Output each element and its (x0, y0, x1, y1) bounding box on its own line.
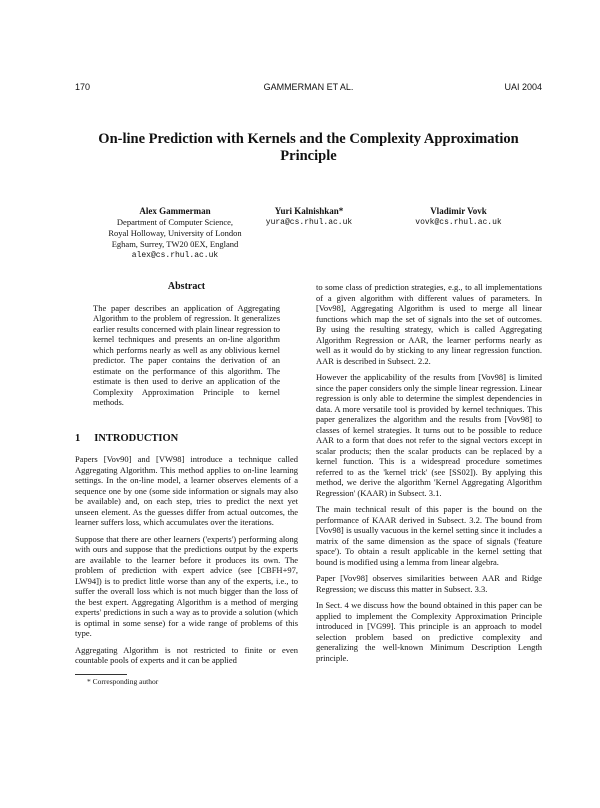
footnote: * Corresponding author (87, 676, 159, 686)
paragraph: The main technical result of this paper is the bound on the performance of KAAR derived in Subsect. 3.2. The bound from [Vov98] is usually vacuous in the kernel setting since it includes a matrix of the same dimension as the space of signals ('feature space'). To obtain a result applicable in the kernel setting that bound is modified using a lemma from linear algebra. (316, 504, 542, 567)
running-title: GAMMERMAN ET AL. (263, 82, 354, 92)
author-name: Yuri Kalnishkan* (274, 206, 344, 216)
author-name: Alex Gammerman (139, 206, 211, 216)
author-email: alex@cs.rhul.ac.uk (131, 251, 219, 260)
paragraph: to some class of prediction strategies, e.g., to all implementations of a given algorithm with different values of parameters. In [Vov98], Aggregating Algorithm is used to merge all linear functions which map the set of signals into the set of outcomes. By using the resulting strategy, which is called Aggregating Algorithm Regression or AAR, the learner performs nearly as well as it would do by sticking to any linear regression function. AAR is described in Subsect. 2.2. (316, 282, 542, 366)
section-title: INTRODUCTION (94, 432, 179, 444)
author-address: Egham, Surrey, TW20 0EX, England (111, 239, 239, 249)
page-number: 170 (75, 82, 91, 92)
author-2 (235, 206, 383, 228)
author-block (75, 206, 542, 266)
paragraph: Papers [Vov90] and [VW98] introduce a technique called Aggregating Algorithm. This method applies to on-line learning settings. In the on-line model, a learner observes elements of a sequence one by one (some side information or signals may also be available) and, on each step, tries to predict the next yet unseen element. As the guesses differ from actual outcomes, the learner suffers loss, which accumulates over the iterations. (75, 454, 298, 527)
paragraph: However the applicability of the results from [Vov98] is limited since the paper considers only the simple linear regression. Linear regression is only able to determine the simplest dependencies in data. A more versatile tool is provided by kernel techniques. This paper generalizes the algorithm and the results from [Vov98] to classes of kernel strategies. It turns out to be possible to reduce AAR to a form that does not refer to the signal vectors except in scalar products; then the scalar products can be replaced by a kernel function. This is a widespread procedure sometimes referred to as the 'kernel trick' (see [SS02]). By applying this method, we derive the algorithm 'Kernel Aggregating Algorithm Regression' (KAAR) in Subsect. 3.1. (316, 372, 542, 498)
right-column (316, 282, 542, 669)
paragraph: Aggregating Algorithm is not restricted to finite or even countable pools of experts and it can be applied (75, 644, 298, 665)
paper-title: On-line Prediction with Kernels and the Complexity Approximation Principle (98, 131, 519, 164)
abstract-heading: Abstract (167, 281, 206, 292)
author-affiliation: Royal Holloway, University of London (108, 228, 242, 238)
author-affiliation: Department of Computer Science, (116, 217, 234, 227)
paragraph: Suppose that there are other learners ('experts') performing along with ours and suppose that the predictions output by the experts are available to the learner before it produces its own. The problem of prediction with expert advice (see [CBFH+97, LW94]) is to predict little worse than any of the experts, i.e., to suffer the overall loss which is not much bigger than the loss of the best expert. Aggregating Algorithm is a method of merging experts' predictions in such a way as to provide a solution (which is optimal in some sense) for a wide range of problems of this type. (75, 533, 298, 638)
paragraph: Paper [Vov98] observes similarities between AAR and Ridge Regression; we discuss this matter in Subsect. 3.3. (316, 573, 542, 594)
footnote-rule (75, 674, 127, 675)
conference-label: UAI 2004 (504, 82, 542, 92)
section-number: 1 (75, 432, 81, 444)
paragraph: In Sect. 4 we discuss how the bound obtained in this paper can be applied to implement the Complexity Approximation Principle introduced in [VG99]. This principle is an approach to model selection problem based on predictive complexity and generalizing the well-known Minimum Description Length principle. (316, 600, 542, 663)
section-heading (75, 434, 298, 445)
abstract-text: The paper describes an application of Aggregating Algorithm to the problem of regression. It generalizes earlier results concerned with plain linear regression to kernel techniques and presents an on-line algorithm which performs nearly as well as any oblivious kernel predictor. The paper contains the derivation of an estimate on the performance of this algorithm. The estimate is then used to derive an application of the Complexity Approximation Principle to kernel methods. (93, 302, 280, 407)
left-column (75, 282, 298, 687)
author-email: vovk@cs.rhul.ac.uk (415, 218, 502, 227)
author-name: Vladimir Vovk (430, 206, 487, 216)
author-3 (375, 206, 542, 228)
author-email: yura@cs.rhul.ac.uk (265, 218, 353, 227)
